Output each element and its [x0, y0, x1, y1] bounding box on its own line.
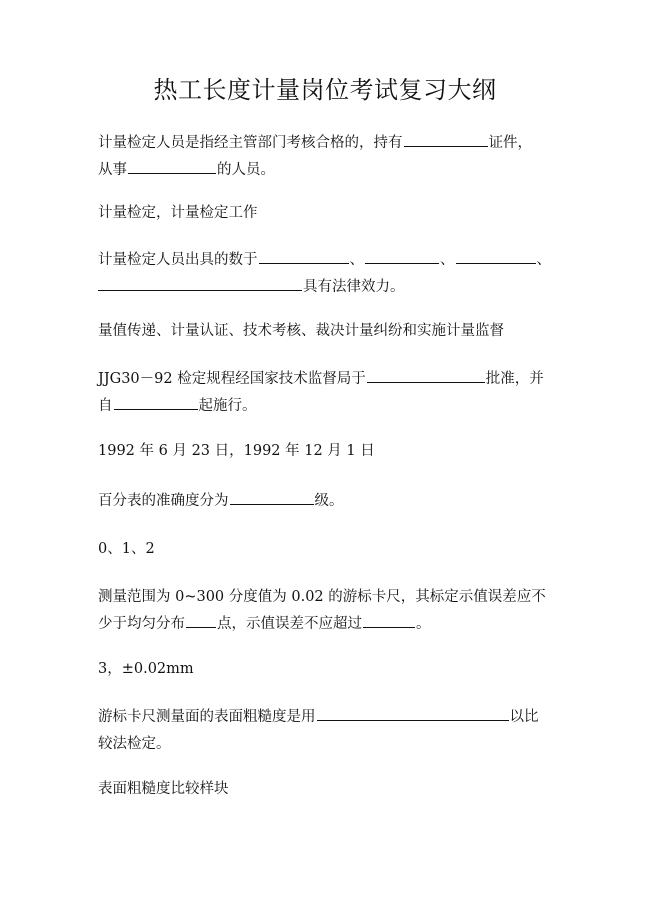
question-text: 百分表的准确度分为: [98, 493, 229, 509]
question-text: 批准，并: [485, 371, 544, 387]
answer-5: [98, 656, 558, 683]
separator: 、: [536, 252, 551, 268]
question-text: 从事: [98, 162, 127, 178]
answer-2: [98, 318, 558, 345]
answer-blank: [128, 159, 216, 174]
answer-text: 0、1、2: [98, 541, 155, 557]
answer-1: [98, 200, 558, 227]
answer-4: [98, 536, 558, 563]
question-text: 计量检定人员出具的数于: [98, 252, 258, 268]
answer-blank: [363, 613, 415, 628]
question-6: [98, 704, 558, 758]
answer-blank: [114, 395, 198, 410]
question-text: 点，示值误差不应超过: [217, 616, 362, 632]
answer-text: 1992 年 6 月 23 日，1992 年 12 月 1 日: [98, 443, 375, 459]
answer-blank: [456, 249, 536, 264]
answer-text: 表面粗糙度比较样块: [98, 781, 229, 797]
question-text: 游标卡尺测量面的表面粗糙度是用: [98, 709, 316, 725]
question-text: 自: [98, 398, 113, 414]
question-text: 证件，: [488, 135, 532, 151]
answer-text: 量值传递、计量认证、技术考核、裁决计量纠纷和实施计量监督: [98, 323, 504, 339]
document-title: 热工长度计量岗位考试复习大纲: [153, 76, 497, 104]
answer-blank: [317, 706, 509, 721]
answer-text: 计量检定，计量检定工作: [98, 205, 258, 221]
question-text: 起施行。: [198, 398, 257, 414]
answer-blank: [365, 249, 439, 264]
question-text: 较法检定。: [98, 736, 171, 752]
separator: 、: [440, 252, 455, 268]
question-2: [98, 247, 558, 301]
question-text: 的人员。: [217, 162, 275, 178]
question-text: 测量范围为 0~300 分度值为 0.02 的游标卡尺，其标定示值误差应不: [98, 589, 546, 605]
answer-blank: [404, 132, 488, 147]
question-4: [98, 488, 558, 515]
question-text: 具有法律效力。: [303, 279, 405, 295]
separator: 、: [349, 252, 364, 268]
answer-text: 3，±0.02mm: [98, 661, 194, 677]
question-text: 以比: [509, 709, 539, 725]
question-5: [98, 584, 558, 638]
answer-blank: [230, 490, 314, 505]
answer-blank: [98, 276, 302, 291]
question-3: [98, 366, 558, 420]
question-text: JJG30－92 检定规程经国家技术监督局于: [98, 371, 366, 387]
answer-blank: [259, 249, 349, 264]
question-text: 。: [416, 616, 431, 632]
answer-blank: [186, 613, 216, 628]
answer-3: [98, 438, 558, 465]
question-text: 少于均匀分布: [98, 616, 185, 632]
answer-6: [98, 776, 558, 803]
question-text: 计量检定人员是指经主管部门考核合格的，持有: [98, 135, 403, 151]
question-1: [98, 130, 558, 184]
answer-blank: [367, 368, 485, 383]
question-text: 级。: [314, 493, 344, 509]
